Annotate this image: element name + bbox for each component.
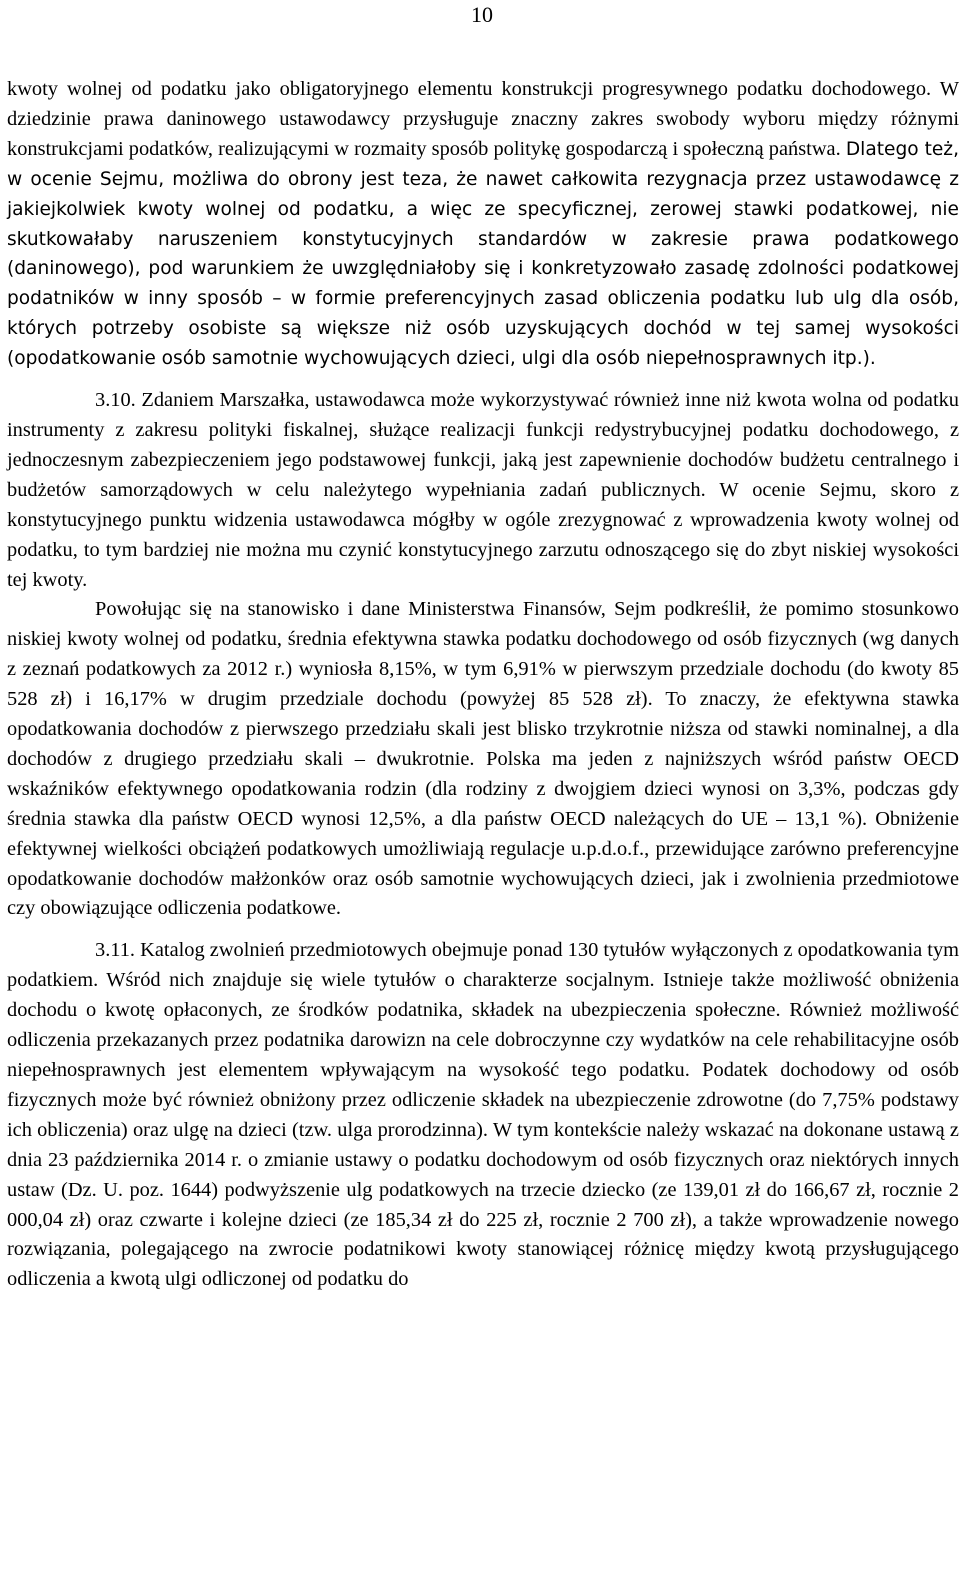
- paragraph-text: 3.10. Zdaniem Marszałka, ustawodawca może wykorzystywać również inne niż kwota wolna od podatku instrumenty z zakresu polityki fiskalnej, służące realizacji funkcji redystrybucyjnej podatku dochodowego, z jednoczesnym zabezpieczeniem jego podstawowej funkcji, jaką jest zapewnienie dochodów budżetu centralnego i budżetów samorządowych w celu należytego wypełniania zadań publicznych. W ocenie Sejmu, skoro z konstytucyjnego punktu widzenia ustawodawca mógłby w ogóle zrezygnować z wprowadzenia kwoty wolnej od podatku, to tym bardziej nie można mu czynić konstytucyjnego zarzutu odnoszącego się do zbyt niskiej wysokości tej kwoty.: [7, 389, 959, 591]
- paragraph-3-10: [7, 386, 959, 595]
- page-number-text: 10: [471, 2, 493, 27]
- paragraph-text: 3.11. Katalog zwolnień przedmiotowych obejmuje ponad 130 tytułów wyłączonych z opodatkowania tym podatkiem. Wśród nich znajduje się wiele tytułów o charakterze socjalnym. Istnieje także możliwość obniżenia dochodu o kwotę opłaconych, ze środków podatnika, składek na ubezpieczenia społeczne. Również możliwość odliczenia przekazanych przez podatnika darowizn na cele dobroczynne czy wydatków na cele rehabilitacyjne osób niepełnosprawnych jest elementem wpływającym na wysokość tego podatku. Podatek dochodowy od osób fizycznych może być również obniżony przez odliczenie składek na ubezpieczenie zdrowotne (do 7,75% podstawy ich obliczenia) oraz ulgę na dzieci (tzw. ulga prorodzinna). W tym kontekście należy wskazać na dokonane ustawą z dnia 23 października 2014 r. o zmianie ustawy o podatku dochodowym od osób fizycznych oraz niektórych innych ustaw (Dz. U. poz. 1644) podwyższenie ulg podatkowych na trzecie dziecko (ze 139,01 zł do 166,67 zł, rocznie 2 000,04 zł) oraz czwarte i kolejne dzieci (ze 185,34 zł do 225 zł, rocznie 2 700 zł), a także wprowadzenie nowego rozwiązania, polegającego na zwrocie podatnikowi kwoty stanowiącej różnicę między kwotą przysługującego odliczenia a kwotą ulgi odliczonej od podatku do: [7, 939, 959, 1291]
- paragraph-text: kwoty wolnej od podatku jako obligatoryjnego elementu konstrukcji progresywnego podatku dochodowego. W dziedzinie prawa daninowego ustawodawcy przysługuje znaczny zakres swobody wyboru między różnymi konstrukcjami podatków, realizującymi w rozmaity sposób politykę gospodarczą i społeczną państwa.: [7, 78, 959, 160]
- paragraph-3-11: [7, 936, 959, 1295]
- page-number: [0, 2, 960, 28]
- paragraph-text-sans: Dlatego też, w ocenie Sejmu, możliwa do obrony jest teza, że nawet całkowita rezygnacja przez ustawodawcę z jakiejkolwiek kwoty wolnej od podatku, a więc ze specyficznej, zerowej stawki podatkowej, nie skutkowałaby naruszeniem konstytucyjnych standardów w zakresie prawa podatkowego (daninowego), pod warunkiem że uwzględniałoby się i konkretyzowało zasadę zdolności podatkowej podatników w inny sposób – w formie preferencyjnych zasad obliczenia podatku lub ulg dla osób, których potrzeby osobiste są większe niż osób uzyskujących dochód w tej samej wysokości (opodatkowanie osób samotnie wychowujących dzieci, ulgi dla osób niepełnosprawnych itp.).: [7, 138, 959, 370]
- paragraph-continuation: [7, 75, 959, 374]
- paragraph-text: Powołując się na stanowisko i dane Ministerstwa Finansów, Sejm podkreślił, że pomimo stosunkowo niskiej kwoty wolnej od podatku, średnia efektywna stawka podatku dochodowego od osób fizycznych (wg danych z zeznań podatkowych za 2012 r.) wyniosła 8,15%, w tym 6,91% w pierwszym przedziale dochodu (do kwoty 85 528 zł) i 16,17% w drugim przedziale dochodu (powyżej 85 528 zł). To znaczy, że efektywna stawka opodatkowania dochodów z pierwszego przedziału skali jest blisko trzykrotnie niższa od stawki nominalnej, a dla dochodów z drugiego przedziału skali – dwukrotnie. Polska ma jeden z najniższych wśród państw OECD wskaźników efektywnego opodatkowania rodzin (dla rodziny z dwojgiem dzieci wynosi on 3,3%, podczas gdy średnia stawka dla państw OECD wynosi 12,5%, a dla państw OECD należących do UE – 13,1 %). Obniżenie efektywnej wielkości obciążeń podatkowych umożliwiają regulacje u.p.d.o.f., przewidujące zarówno preferencyjne opodatkowanie dochodów małżonków oraz osób samotnie wychowujących dzieci, jak i zwolnienia przedmiotowe czy obowiązujące odliczenia podatkowe.: [7, 598, 959, 920]
- document-body: [7, 75, 959, 1295]
- paragraph-ministry-data: [7, 595, 959, 924]
